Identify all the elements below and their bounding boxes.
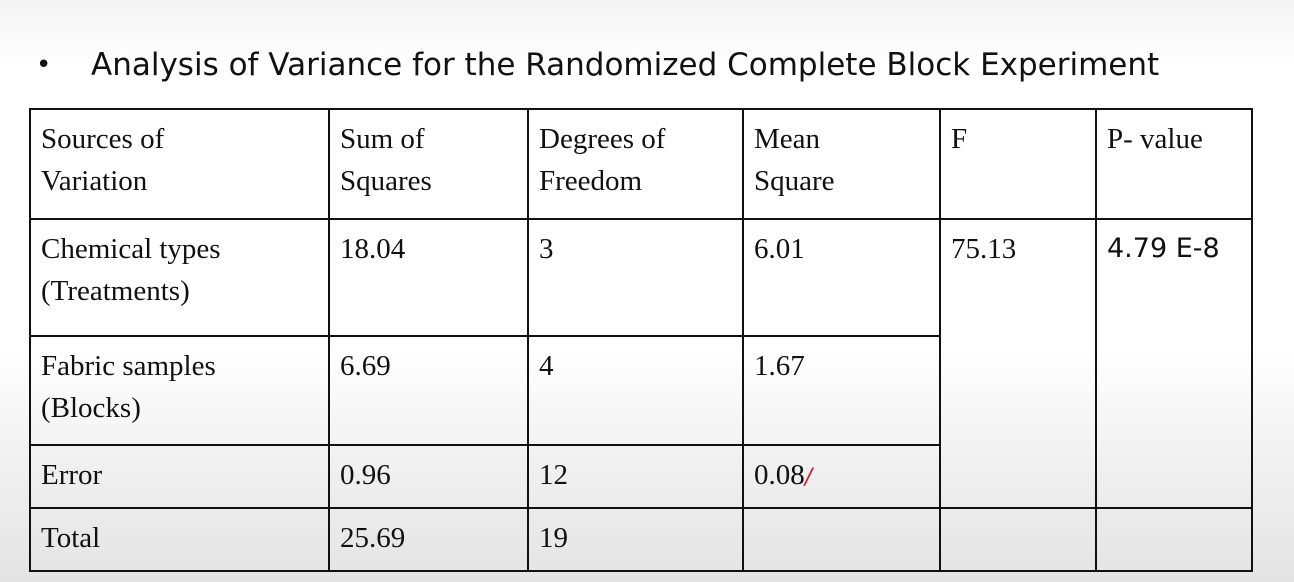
mean-square-value: 0.08 [754, 459, 805, 491]
table-row-treatments [30, 219, 1252, 336]
cell-sum-of-squares: 18.04 [329, 219, 528, 336]
cell-f-value: 75.13 [940, 219, 1096, 508]
anova-table [29, 108, 1253, 572]
header-sum-of-squares: Sum of Squares [329, 109, 528, 219]
cell-sum-of-squares: 25.69 [329, 508, 528, 571]
cell-mean-square [743, 445, 940, 508]
pen-annotation-mark: / [804, 465, 813, 490]
header-sources-of-variation: Sources of Variation [30, 109, 329, 219]
cell-degrees-of-freedom: 12 [528, 445, 743, 508]
cell-sum-of-squares: 6.69 [329, 336, 528, 445]
header-p-value: P- value [1096, 109, 1252, 219]
cell-source: Fabric samples (Blocks) [30, 336, 329, 445]
cell-mean-square [743, 508, 940, 571]
slide-heading-row [36, 40, 1159, 90]
cell-degrees-of-freedom: 19 [528, 508, 743, 571]
cell-source: Error [30, 445, 329, 508]
cell-degrees-of-freedom: 3 [528, 219, 743, 336]
table-row-total [30, 508, 1252, 571]
cell-sum-of-squares: 0.96 [329, 445, 528, 508]
cell-f-value [940, 508, 1096, 571]
cell-mean-square: 6.01 [743, 219, 940, 336]
cell-source: Total [30, 508, 329, 571]
cell-source: Chemical types (Treatments) [30, 219, 329, 336]
cell-mean-square: 1.67 [743, 336, 940, 445]
bullet-icon: • [36, 50, 52, 80]
header-f: F [940, 109, 1096, 219]
cell-degrees-of-freedom: 4 [528, 336, 743, 445]
slide-heading: Analysis of Variance for the Randomized Complete Block Experiment [91, 47, 1160, 83]
header-mean-square: Mean Square [743, 109, 940, 219]
cell-p-value [1096, 508, 1252, 571]
header-row [30, 109, 1252, 219]
cell-p-value: 4.79 E-8 [1096, 219, 1252, 508]
header-degrees-of-freedom: Degrees of Freedom [528, 109, 743, 219]
